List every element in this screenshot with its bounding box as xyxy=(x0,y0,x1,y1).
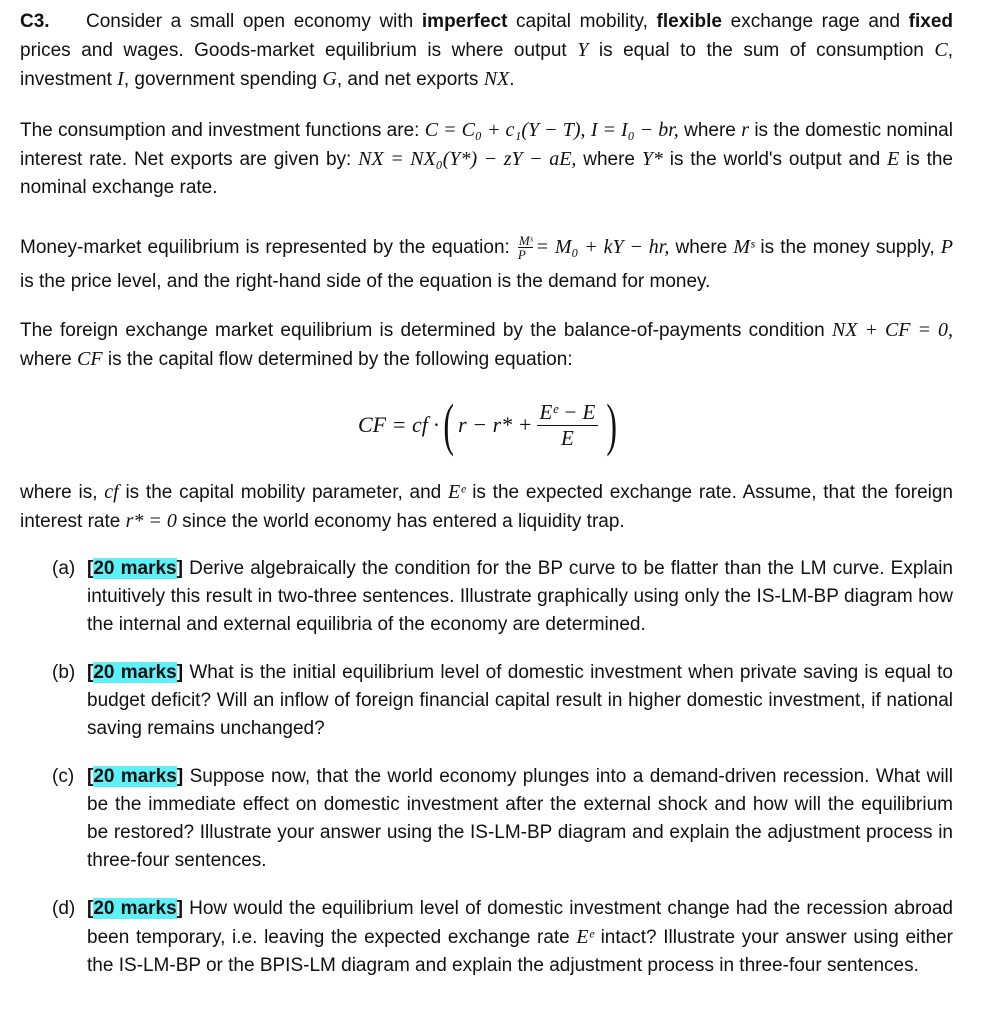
marks-badge: 20 marks xyxy=(93,558,177,579)
math-var: NX xyxy=(483,68,510,90)
fraction-denominator: E xyxy=(561,425,574,450)
part-d xyxy=(52,895,953,980)
bold-term: imperfect xyxy=(421,11,508,32)
intro-paragraph xyxy=(20,8,953,94)
money-demand-equation: = M₀ + kY − hr, xyxy=(535,236,670,258)
text: . xyxy=(509,69,515,90)
fraction-denominator: P xyxy=(517,247,526,263)
foreign-rate-equation: r* = 0 xyxy=(125,510,177,532)
part-a xyxy=(52,555,953,639)
investment-equation: I = I₀ − br, xyxy=(590,119,679,141)
bracket: [ xyxy=(87,766,94,787)
part-text: intact? Illustrate your answer using either the IS-LM-BP or the BPIS-LM diagram and explain the adjustment process in three-four sentences. xyxy=(87,927,953,976)
math-var: C xyxy=(934,39,948,61)
fraction-numerator: Eᵉ − E xyxy=(537,400,599,426)
assumption-paragraph xyxy=(20,478,953,536)
bracket: ] xyxy=(176,898,183,919)
marks-badge: 20 marks xyxy=(93,898,177,919)
math-var: cf xyxy=(104,481,119,503)
bracket: [ xyxy=(87,662,94,683)
functions-paragraph xyxy=(20,116,953,202)
bp-condition-equation: NX + CF = 0, xyxy=(831,319,954,341)
bold-term: fixed xyxy=(908,11,954,32)
math-var: Eᵉ xyxy=(447,481,466,503)
math-var: Y xyxy=(577,39,589,61)
text: , government spending xyxy=(123,69,323,90)
math-var: Eᵉ xyxy=(576,926,594,948)
math-var: P xyxy=(940,236,953,258)
bracket: [ xyxy=(87,558,94,579)
math-var: I xyxy=(117,68,124,90)
bracket: [ xyxy=(87,898,94,919)
text: where xyxy=(669,237,734,258)
fx-paragraph xyxy=(20,316,953,374)
text: The foreign exchange market equilibrium is determined by the balance-of-payments condition xyxy=(20,320,832,341)
text: where xyxy=(20,349,78,370)
text: Money-market equilibrium is represented by the equation: xyxy=(20,237,516,258)
fraction-numerator: Mˢ xyxy=(518,233,533,249)
text: exchange rage and xyxy=(722,11,909,32)
text: Consider a small open economy with xyxy=(86,11,422,32)
math-var: CF xyxy=(77,348,103,370)
text: , and net exports xyxy=(336,69,484,90)
part-text: How would the equilibrium level of domestic investment change had the recession abroad been temporary, i.e. leaving the expected exchange rate xyxy=(87,898,954,948)
text: , investment xyxy=(20,40,953,90)
part-body xyxy=(87,659,953,743)
open-paren: ( xyxy=(443,392,454,457)
text: The consumption and investment functions are: xyxy=(20,120,425,141)
question-number: C3. xyxy=(20,11,50,32)
part-c xyxy=(52,763,953,875)
text: where is, xyxy=(20,482,105,503)
money-paragraph xyxy=(20,230,953,299)
marks-badge: 20 marks xyxy=(93,662,177,683)
math-var: Y* xyxy=(641,148,663,170)
part-body xyxy=(87,555,953,639)
text: is the money supply, xyxy=(754,237,941,258)
math-var: r xyxy=(741,119,749,141)
text: where xyxy=(576,149,642,170)
math-var: Mˢ xyxy=(733,236,755,258)
part-text: Suppose now, that the world economy plunges into a demand-driven recession. What will be the immediate effect on domestic investment after the external shock and how will the equilibrium be restored? Illustrate your answer using the IS-LM-BP diagram and explain the adjustment process in three-four sentences. xyxy=(87,766,953,871)
text: capital mobility, xyxy=(507,11,657,32)
part-body xyxy=(87,895,953,980)
money-supply-fraction xyxy=(518,234,534,261)
part-text: What is the initial equilibrium level of domestic investment when private saving is equal to budget deficit? Will an inflow of foreign financial capital result in higher domestic investment, if national saving remains unchanged? xyxy=(87,662,953,739)
text: is the domestic nominal interest rate. Net exports are given by: xyxy=(20,120,953,170)
part-label: (d) xyxy=(52,898,76,919)
text: is the expected exchange rate. Assume, that the foreign interest rate xyxy=(20,482,953,532)
text: is the price level, and the right-hand side of the equation is the demand for money. xyxy=(20,271,711,292)
part-label: (a) xyxy=(52,558,76,579)
part-body xyxy=(87,763,953,875)
close-paren: ) xyxy=(606,392,618,457)
text: prices and wages. Goods-market equilibrium is where output xyxy=(20,40,578,61)
consumption-equation: C = C₀ + c₁(Y − T), xyxy=(424,119,586,141)
part-text: Derive algebraically the condition for the BP curve to be flatter than the LM curve. Explain intuitively this result in two-three sentences. Illustrate graphically using only the IS-LM-BP diagram how the internal and external equilibria of the economy are determined. xyxy=(87,558,953,635)
marks-badge: 20 marks xyxy=(93,766,177,787)
text: where xyxy=(678,120,742,141)
bracket: ] xyxy=(176,558,183,579)
part-label: (c) xyxy=(52,766,75,787)
bracket: ] xyxy=(176,662,184,683)
text: is the capital flow determined by the following equation: xyxy=(102,349,573,370)
text: since the world economy has entered a liquidity trap. xyxy=(176,511,625,532)
math-var: G xyxy=(322,68,337,90)
part-label: (b) xyxy=(52,662,76,683)
text: is the world's output and xyxy=(662,149,887,170)
capital-flow-equation xyxy=(358,394,622,456)
equation-inner: r − r* + xyxy=(458,412,533,437)
text: is the nominal exchange rate. xyxy=(20,149,953,198)
net-exports-equation: NX = NX₀(Y*) − zY − aE, xyxy=(358,148,577,170)
bracket: ] xyxy=(176,766,184,787)
part-b xyxy=(52,659,953,743)
text: is equal to the sum of consumption xyxy=(588,40,935,61)
math-var: E xyxy=(887,148,900,170)
bold-term: flexible xyxy=(656,11,722,32)
expected-depreciation-fraction xyxy=(537,400,599,451)
text: is the capital mobility parameter, and xyxy=(118,482,448,503)
equation-lhs: CF = cf · xyxy=(358,412,439,437)
